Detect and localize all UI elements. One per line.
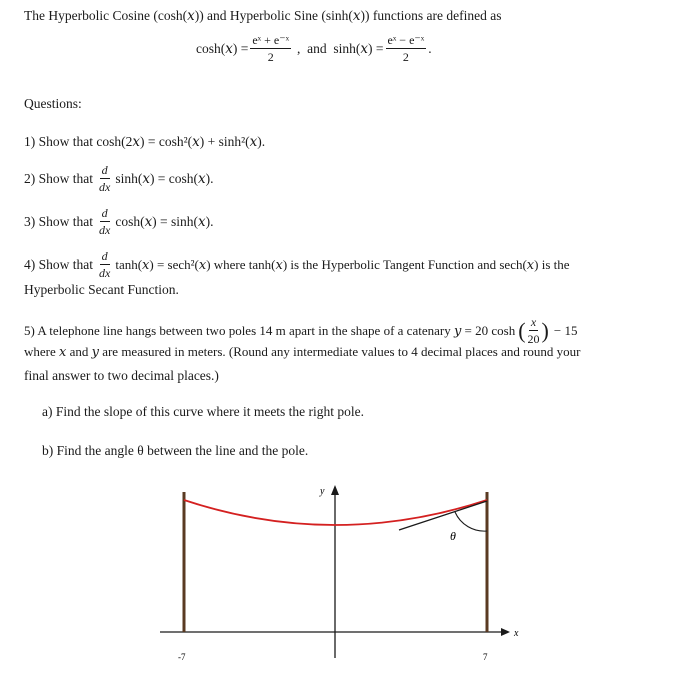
question-5-line2: where 𝑥 and 𝑦 are measured in meters. (Round any intermediate values to 4 decimal places and round your — [24, 344, 581, 359]
q3-derivative-den: dx — [99, 223, 111, 237]
y-axis-label: y — [320, 486, 325, 497]
angle-arc — [455, 512, 487, 531]
question-5-line3: final answer to two decimal places.) — [24, 368, 219, 383]
q2-suffix: sinh(𝑥) = cosh(𝑥). — [115, 170, 214, 186]
cosh-numerator: eˣ + e⁻ˣ — [252, 33, 290, 47]
question-4-line2: Hyperbolic Secant Function. — [24, 282, 179, 297]
questions-heading: Questions: — [24, 96, 82, 111]
theta-label: θ — [450, 529, 456, 543]
cosh-denominator: 2 — [267, 50, 274, 64]
q4-derivative-den: dx — [99, 266, 111, 280]
q5-fraction-num: x — [530, 315, 537, 329]
x-axis-label: x — [514, 628, 519, 639]
q5-line1-suffix: − 15 — [553, 322, 578, 338]
q3-prefix: 3) Show that — [24, 213, 93, 229]
sinh-numerator: eˣ − e⁻ˣ — [387, 33, 425, 47]
q4-derivative-num: d — [101, 249, 108, 263]
q2-prefix: 2) Show that — [24, 170, 93, 186]
and-sinh-lhs: , and sinh(𝑥) = — [297, 40, 384, 56]
q5-right-paren: ) — [541, 317, 549, 343]
question-5-part-b: b) Find the angle θ between the line and the pole. — [42, 443, 309, 458]
q4-prefix: 4) Show that — [24, 256, 93, 272]
question-1: 1) Show that cosh(2𝑥) = cosh²(𝑥) + sinh²(𝑥). — [24, 134, 266, 149]
q3-suffix: cosh(𝑥) = sinh(𝑥). — [115, 213, 214, 229]
left-tick-label: -7 — [178, 652, 186, 662]
q2-derivative-num: d — [101, 163, 108, 177]
q3-derivative-num: d — [101, 206, 108, 220]
intro-text: The Hyperbolic Cosine (cosh(𝑥)) and Hyperbolic Sine (sinh(𝑥)) functions are defined as — [24, 8, 502, 23]
question-5-part-a: a) Find the slope of this curve where it meets the right pole. — [42, 404, 365, 419]
definition-end-dot: . — [428, 40, 432, 56]
q4-suffix: tanh(𝑥) = sech²(𝑥) where tanh(𝑥) is the Hyperbolic Tangent Function and sech(𝑥) is the — [115, 256, 570, 272]
q5-fraction-den: 20 — [527, 332, 540, 346]
x-axis-arrow — [501, 628, 510, 636]
y-axis-arrow — [331, 485, 339, 495]
q2-derivative-den: dx — [99, 180, 111, 194]
sinh-denominator: 2 — [402, 50, 409, 64]
cosh-lhs: cosh(𝑥) = — [196, 40, 249, 56]
q5-line1-prefix: 5) A telephone line hangs between two poles 14 m apart in the shape of a catenary 𝑦 = 20 cosh — [24, 322, 516, 338]
right-tick-label: 7 — [483, 652, 488, 662]
q5-left-paren: ( — [518, 317, 526, 343]
tangent-line — [399, 501, 487, 530]
